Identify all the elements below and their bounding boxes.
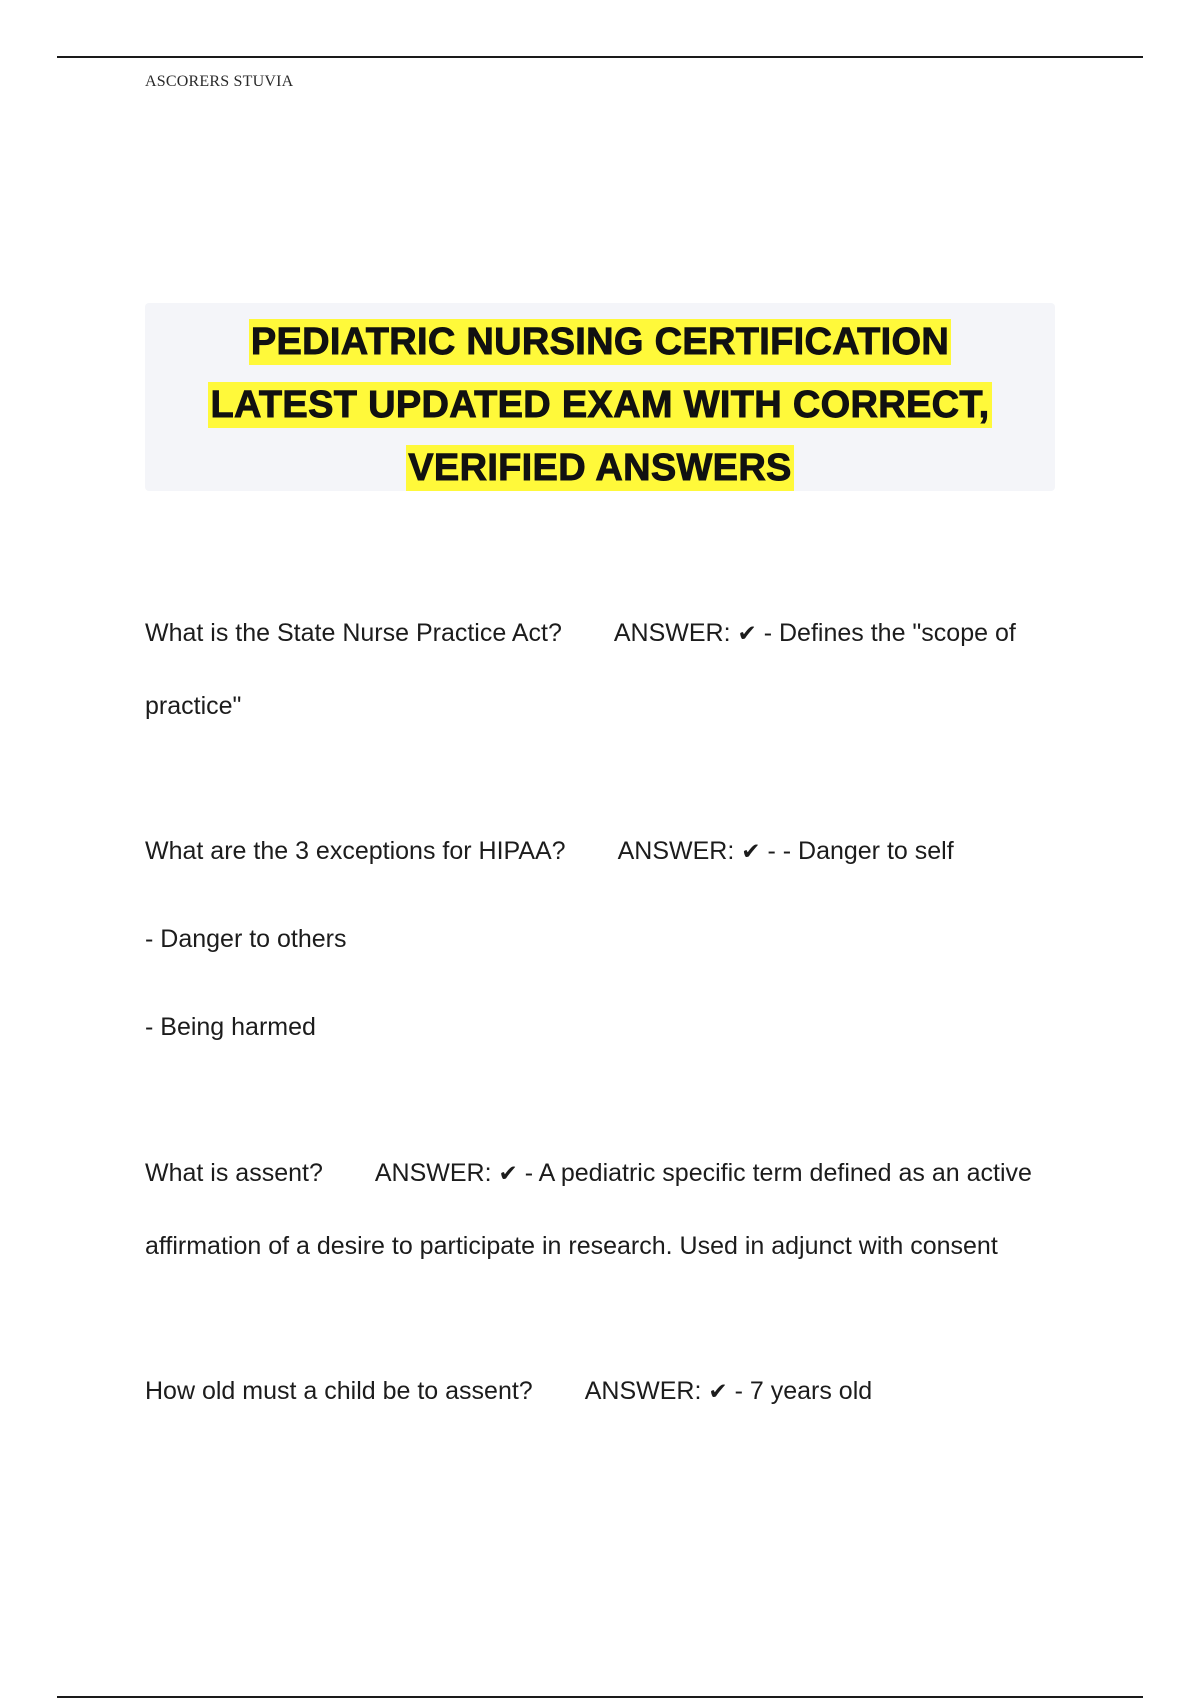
answer-continuation: affirmation of a desire to participate in research. Used in adjunct with consent [145, 1232, 998, 1260]
question-text: What are the 3 exceptions for HIPAA? [145, 837, 566, 865]
qa-first-line [145, 837, 1075, 925]
answer-text: - - Danger to self [767, 837, 954, 865]
answer-label: ANSWER: [617, 837, 735, 865]
question-text: How old must a child be to assent? [145, 1377, 533, 1405]
check-icon: ✔ [741, 839, 761, 865]
qa-item [145, 1159, 1075, 1261]
question-text: What is assent? [145, 1159, 323, 1187]
document-title [145, 303, 1055, 491]
check-icon: ✔ [737, 621, 757, 647]
title-line-2 [145, 374, 1055, 437]
title-line-2-text: LATEST UPDATED EXAM WITH CORRECT, [210, 384, 990, 426]
question-text: What is the State Nurse Practice Act? [145, 619, 562, 647]
title-line-3-text: VERIFIED ANSWERS [408, 447, 792, 489]
answer-label: ANSWER: [613, 619, 731, 647]
top-rule [57, 56, 1143, 58]
bottom-rule [57, 1696, 1143, 1698]
answer-continuation: - Danger to others [145, 925, 347, 953]
answer-text: - A pediatric specific term defined as an active [524, 1159, 1032, 1187]
qa-first-line [145, 1377, 1075, 1406]
answer-text: - Defines the "scope of [763, 619, 1016, 647]
qa-item [145, 619, 1075, 721]
answer-label: ANSWER: [374, 1159, 492, 1187]
title-line-1-text: PEDIATRIC NURSING CERTIFICATION [250, 321, 950, 363]
qa-item [145, 837, 1075, 1042]
check-icon: ✔ [498, 1161, 518, 1187]
answer-continuation: practice" [145, 692, 242, 720]
title-line-3 [145, 437, 1055, 500]
qa-first-line [145, 619, 1075, 692]
qa-item [145, 1377, 1075, 1406]
answer-label: ANSWER: [584, 1377, 702, 1405]
header-label: ASCORERS STUVIA [145, 73, 294, 90]
title-line-1 [145, 311, 1055, 374]
answer-continuation: - Being harmed [145, 1013, 316, 1041]
check-icon: ✔ [708, 1379, 728, 1405]
qa-first-line [145, 1159, 1075, 1232]
answer-text: - 7 years old [734, 1377, 873, 1405]
